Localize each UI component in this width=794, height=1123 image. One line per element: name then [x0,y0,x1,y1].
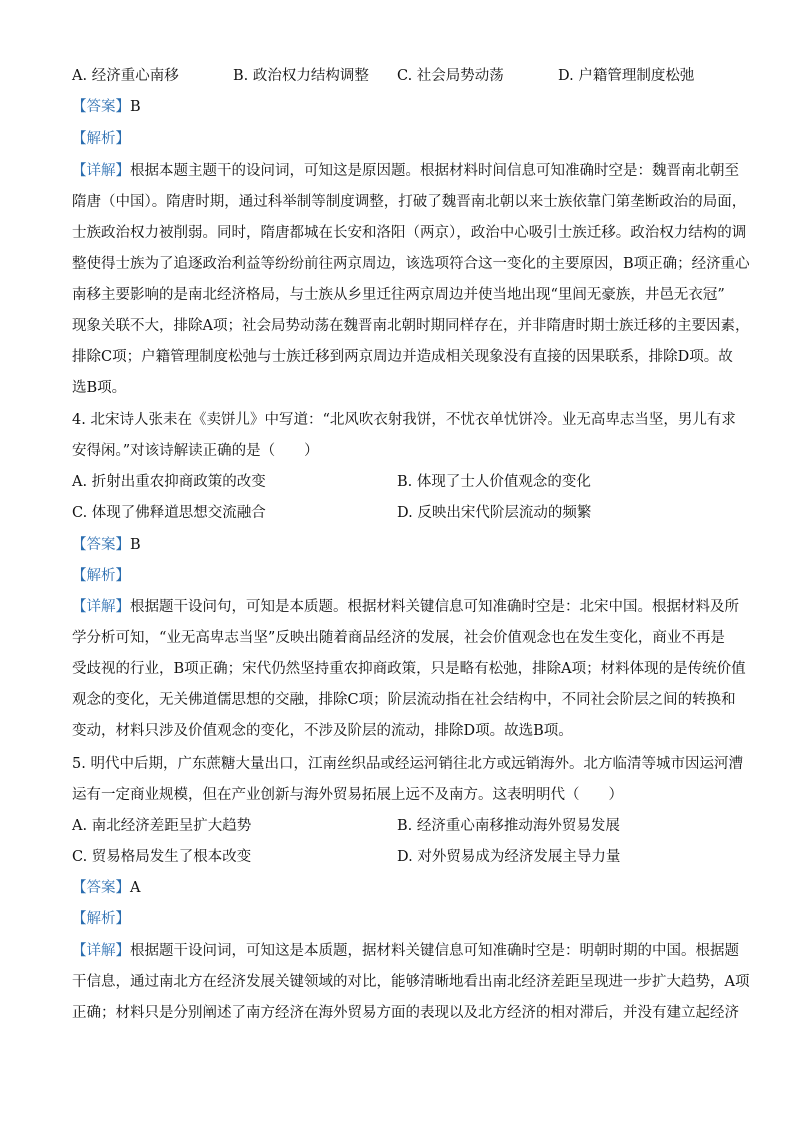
q5-stem-line: 5. 明代中后期，广东蔗糖大量出口，江南丝织品或经运河销往北方或远销海外。北方临清等城市因运河漕 [72,756,743,772]
q5-detail-line: 正确；材料只是分别阐述了南方经济在海外贸易方面的表现以及北方经济的相对滞后，并没有建立起经济 [72,1005,739,1021]
q4-option-b: B. 体现了士人价值观念的变化 [397,474,591,490]
answer-tag: 【答案】 [72,880,130,896]
q3-detail-line: 士族政治权力被削弱。同时，隋唐都城在长安和洛阳（两京），政治中心吸引士族迁移。政治权力结构的调 [72,225,747,241]
answer-value: B [130,99,141,115]
q4-detail-line: 【详解】根据题干设问句，可知是本质题。根据材料关键信息可知准确时空是：北宋中国。根据材料及所 [72,599,739,615]
q4-detail-line: 变动，材料只涉及价值观念的变化，不涉及阶层的流动，排除D项。故选B项。 [72,723,573,739]
q5-detail-line: 干信息，通过南北方在经济发展关键领域的对比，能够清晰地看出南北经济差距呈现进一步扩大趋势，A项 [72,974,750,990]
q5-stem-line: 运有一定商业规模，但在产业创新与海外贸易拓展上远不及南方。这表明明代（ ） [72,787,623,803]
q3-detail-line: 排除C项；户籍管理制度松弛与士族迁移到两京周边并造成相关现象没有直接的因果联系，排除D项。故 [72,349,733,365]
q4-stem-line: 安得闲。”对该诗解读正确的是（ ） [72,443,319,459]
q4-answer [72,535,141,555]
q4-detail-line: 观念的变化，无关佛道儒思想的交融，排除C项；阶层流动指在社会结构中，不同社会阶层之间的转换和 [72,692,736,708]
q3-detail-line: 【详解】根据本题主题干的设问词，可知这是原因题。根据材料时间信息可知准确时空是：魏晋南北朝至 [72,163,739,179]
q3-analysis-tag: 【解析】 [72,131,130,147]
detail-tag: 【详解】 [72,163,130,179]
q4-option-d: D. 反映出宋代阶层流动的频繁 [397,505,592,521]
q5-answer [72,878,140,898]
q3-option-d: D. 户籍管理制度松弛 [558,68,695,84]
detail-tag: 【详解】 [72,599,130,615]
q3-detail-line: 整使得士族为了追逐政治利益等纷纷前往两京周边，该选项符合这一变化的主要原因，B项正确；经济重心 [72,256,750,272]
q3-option-c: C. 社会局势动荡 [397,68,504,84]
q5-option-c: C. 贸易格局发生了根本改变 [72,849,252,865]
q4-detail-line: 学分析可知，“业无高卑志当坚”反映出随着商品经济的发展，社会价值观念也在发生变化，商业不再是 [72,630,725,646]
q5-option-d: D. 对外贸易成为经济发展主导力量 [397,849,621,865]
q3-detail-line: 选B项。 [72,380,127,396]
q3-option-a: A. 经济重心南移 [72,68,179,84]
q3-detail-line: 隋唐（中国）。隋唐时期，通过科举制等制度调整，打破了魏晋南北朝以来士族依靠门第垄断政治的局面， [72,194,747,210]
q4-option-a: A. 折射出重农抑商政策的改变 [72,474,266,490]
detail-tag: 【详解】 [72,943,130,959]
q3-detail-line: 现象关联不大，排除A项；社会局势动荡在魏晋南北朝时期同样存在，并非隋唐时期士族迁移的主要因素， [72,318,750,334]
answer-tag: 【答案】 [72,99,130,115]
q4-analysis-tag: 【解析】 [72,568,130,584]
q4-option-c: C. 体现了佛释道思想交流融合 [72,505,266,521]
q4-detail-line: 受歧视的行业，B项正确；宋代仍然坚持重农抑商政策，只是略有松弛，排除A项；材料体现的是传统价值 [72,661,746,677]
q3-detail-line: 南移主要影响的是南北经济格局，与士族从乡里迁往两京周边并使当地出现“里闾无豪族，井邑无衣冠” [72,287,725,303]
q5-option-b: B. 经济重心南移推动海外贸易发展 [397,818,620,834]
answer-value: B [130,537,141,553]
q3-option-b: B. 政治权力结构调整 [233,68,369,84]
q4-stem-line: 4. 北宋诗人张耒在《卖饼儿》中写道：“北风吹衣射我饼，不忧衣单忧饼冷。业无高卑志当坚，男儿有求 [72,412,736,428]
answer-value: A [130,880,141,896]
q5-detail-line: 【详解】根据题干设问词，可知这是本质题，据材料关键信息可知准确时空是：明朝时期的中国。根据题 [72,943,739,959]
q5-analysis-tag: 【解析】 [72,911,130,927]
q3-answer [72,97,141,117]
q5-option-a: A. 南北经济差距呈扩大趋势 [72,818,252,834]
answer-tag: 【答案】 [72,537,130,553]
